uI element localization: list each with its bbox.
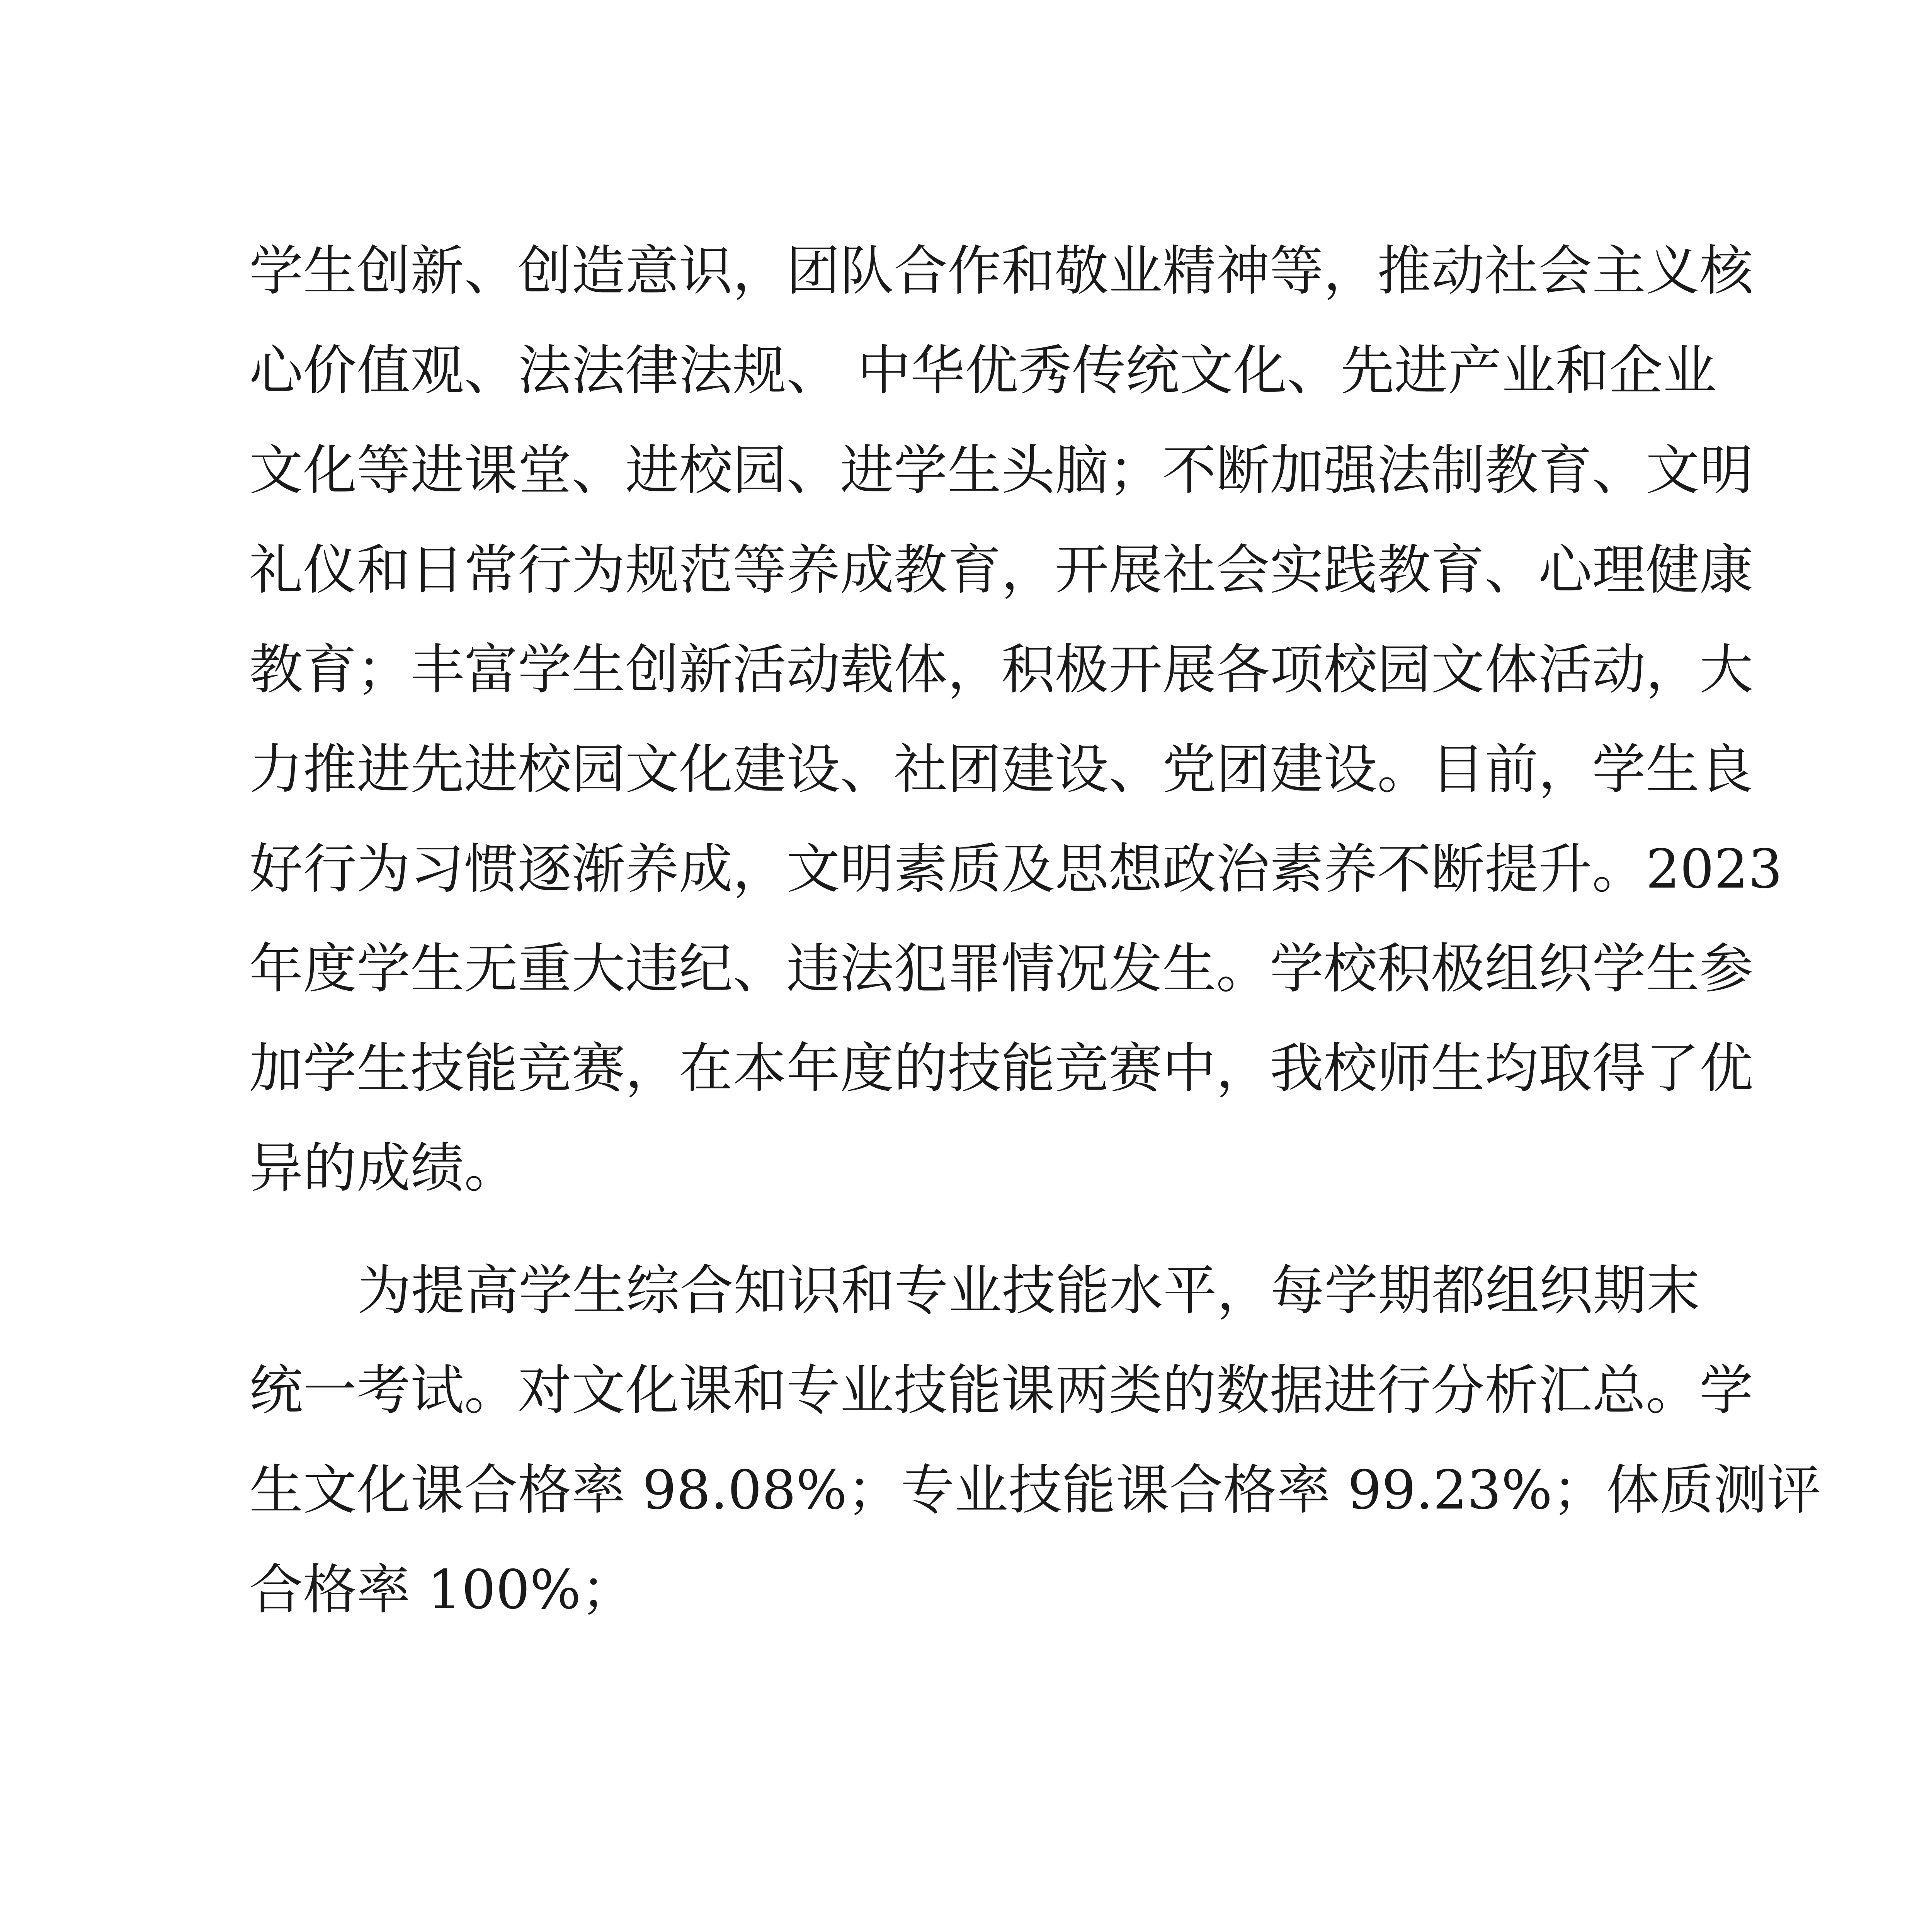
paragraph-line: 异的成绩。: [249, 1137, 518, 1199]
paragraph-line: 加学生技能竞赛，在本年度的技能竞赛中，我校师生均取得了优: [249, 1037, 1753, 1100]
paragraph-line: 礼仪和日常行为规范等养成教育，开展社会实践教育、心理健康: [249, 539, 1753, 601]
paragraph-line: 合格率 100%；: [249, 1558, 635, 1621]
paragraph-line: 生文化课合格率 98.08%；专业技能课合格率 99.23%；体质测评: [249, 1459, 1821, 1521]
paragraph-line: 力推进先进校园文化建设、社团建设、党团建设。目前，学生良: [249, 738, 1753, 801]
paragraph-line: 为提高学生综合知识和专业技能水平，每学期都组织期末: [357, 1259, 1700, 1322]
paragraph-line: 统一考试。对文化课和专业技能课两类的数据进行分析汇总。学: [249, 1359, 1753, 1422]
paragraph-line: 教育；丰富学生创新活动载体，积极开展各项校园文体活动，大: [249, 638, 1753, 701]
paragraph-line: 文化等进课堂、进校园、进学生头脑；不断加强法制教育、文明: [249, 439, 1753, 502]
paragraph-line: 心价值观、法法律法规、 中华优秀传统文化、先进产业和企业: [249, 339, 1717, 402]
paragraph-line: 好行为习惯逐渐养成，文明素质及思想政治素养不断提升。2023: [249, 838, 1783, 900]
paragraph-line: 学生创新、创造意识，团队合作和敬业精神等，推动社会主义核: [249, 240, 1753, 302]
paragraph-line: 年度学生无重大违纪、违法犯罪情况发生。学校积极组织学生参: [249, 937, 1753, 1000]
